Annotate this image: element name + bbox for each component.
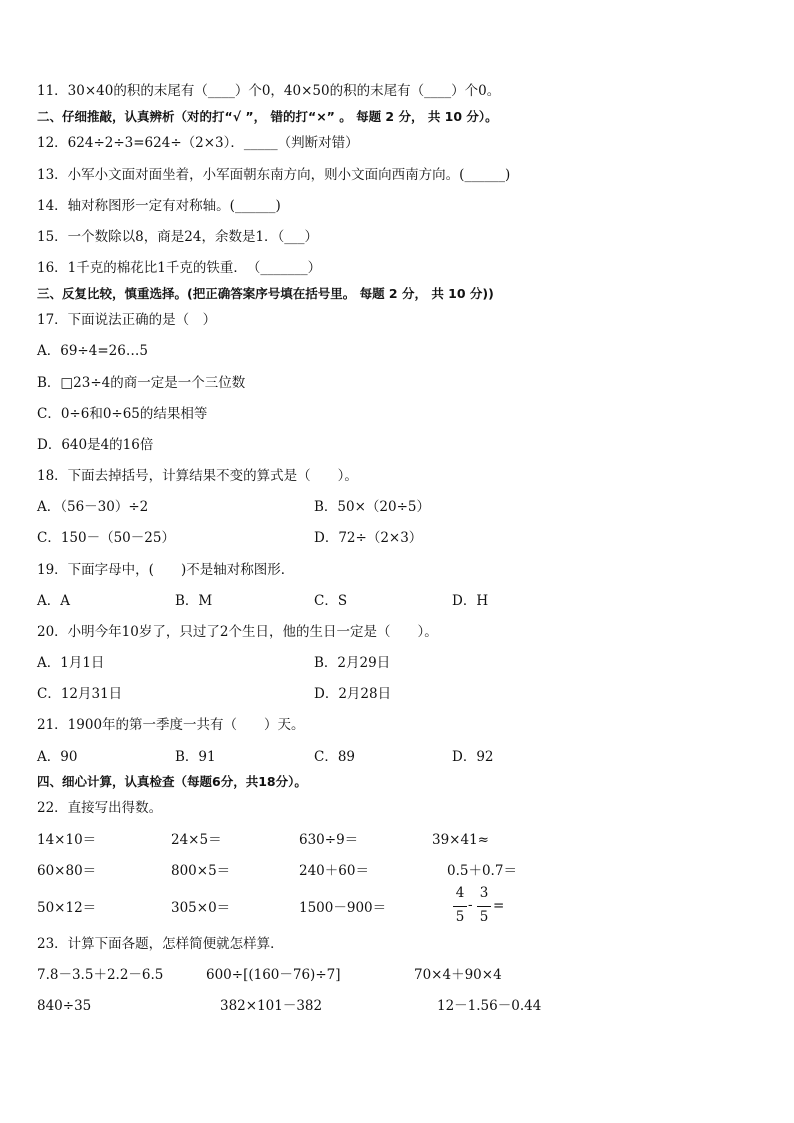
calc-cell: 630÷9＝ xyxy=(299,832,359,848)
fraction-2-denominator: 5 xyxy=(479,909,489,925)
calc-cell: 14×10＝ xyxy=(37,832,97,848)
question-18-stem: 18．下面去掉括号，计算结果不变的算式是（ ）。 xyxy=(37,468,358,484)
calc-cell: 7.8－3.5＋2.2－6.5 xyxy=(37,967,164,983)
question-18-option-c: C．150－（50－25） xyxy=(37,530,175,546)
fraction-2-numerator: 3 xyxy=(479,885,489,901)
calc-cell: 50×12＝ xyxy=(37,900,97,916)
question-22-stem: 22．直接写出得数。 xyxy=(37,800,163,816)
fraction-1-bar xyxy=(453,906,467,907)
fraction-2-bar xyxy=(477,906,491,907)
question-15: 15．一个数除以8，商是24，余数是1．（___） xyxy=(37,229,319,245)
question-21-stem: 21．1900年的第一季度一共有（ ）天。 xyxy=(37,717,305,733)
calc-cell: 60×80＝ xyxy=(37,863,97,879)
question-17-option-b: B．□23÷4的商一定是一个三位数 xyxy=(37,375,246,391)
calc-cell: 800×5＝ xyxy=(171,863,231,879)
question-17-option-d: D．640是4的16倍 xyxy=(37,437,154,453)
section-3-heading: 三、反复比较，慎重选择。(把正确答案序号填在括号里。 每题 2 分， 共 10 分)) xyxy=(37,286,494,301)
calc-cell: 0.5＋0.7＝ xyxy=(447,863,517,879)
section-2-heading: 二、仔细推敲，认真辨析（对的打“√ ”， 错的打“×” 。 每题 2 分， 共 10 分）。 xyxy=(37,109,498,124)
question-20-option-b: B．2月29日 xyxy=(314,655,391,671)
question-20-option-d: D．2月28日 xyxy=(314,686,392,702)
question-23-stem: 23．计算下面各题，怎样简便就怎样算． xyxy=(37,936,284,952)
question-19-option-d: D．H xyxy=(452,593,489,609)
question-16: 16．1千克的棉花比1千克的铁重． （_______） xyxy=(37,260,322,276)
fraction-1-numerator: 4 xyxy=(455,885,465,901)
question-17-stem: 17．下面说法正确的是（ ） xyxy=(37,312,217,328)
question-21-option-a: A．90 xyxy=(37,749,78,765)
question-19-option-a: A．A xyxy=(37,593,70,609)
calc-cell: 600÷[(160－76)÷7] xyxy=(206,967,341,983)
question-21-option-b: B．91 xyxy=(175,749,216,765)
question-14: 14．轴对称图形一定有对称轴。(______) xyxy=(37,198,281,214)
fraction-1-denominator: 5 xyxy=(455,909,465,925)
question-17-option-a: A．69÷4=26…5 xyxy=(37,343,148,359)
question-12: 12．624÷2÷3=624÷（2×3）．_____（判断对错） xyxy=(37,135,359,151)
calc-cell: 382×101－382 xyxy=(220,998,323,1014)
question-18-option-b: B．50×（20÷5） xyxy=(314,499,430,515)
question-17-option-c: C．0÷6和0÷65的结果相等 xyxy=(37,406,208,422)
question-19-option-c: C．S xyxy=(314,593,348,609)
calc-cell: 70×4＋90×4 xyxy=(414,967,502,983)
calc-cell: 12－1.56－0.44 xyxy=(437,998,542,1014)
question-21-option-d: D．92 xyxy=(452,749,494,765)
calc-cell: 840÷35 xyxy=(37,998,92,1014)
minus-sign: - xyxy=(468,897,473,913)
calc-cell: 39×41≈ xyxy=(432,832,489,848)
question-19-option-b: B．M xyxy=(175,593,213,609)
calc-cell: 240＋60＝ xyxy=(299,863,369,879)
question-20-option-c: C．12月31日 xyxy=(37,686,123,702)
question-21-option-c: C．89 xyxy=(314,749,356,765)
question-18-option-a: A．（56－30）÷2 xyxy=(37,499,149,515)
question-11: 11．30×40的积的末尾有（____）个0，40×50的积的末尾有（____）个0。 xyxy=(37,83,501,99)
calc-cell: 305×0＝ xyxy=(171,900,231,916)
calc-cell: 24×5＝ xyxy=(171,832,222,848)
question-18-option-d: D．72÷（2×3） xyxy=(314,530,423,546)
question-19-stem: 19．下面字母中，( )不是轴对称图形． xyxy=(37,562,295,578)
fraction-expression xyxy=(453,885,513,929)
calc-cell: 1500－900＝ xyxy=(299,900,387,916)
question-20-option-a: A．1月1日 xyxy=(37,655,105,671)
question-20-stem: 20．小明今年10岁了，只过了2个生日，他的生日一定是（ ）。 xyxy=(37,624,438,640)
question-13: 13．小军小文面对面坐着，小军面朝东南方向，则小文面向西南方向。(______) xyxy=(37,167,511,183)
equals-sign: = xyxy=(493,898,505,914)
section-4-heading: 四、细心计算，认真检查（每题6分，共18分）。 xyxy=(37,774,307,789)
